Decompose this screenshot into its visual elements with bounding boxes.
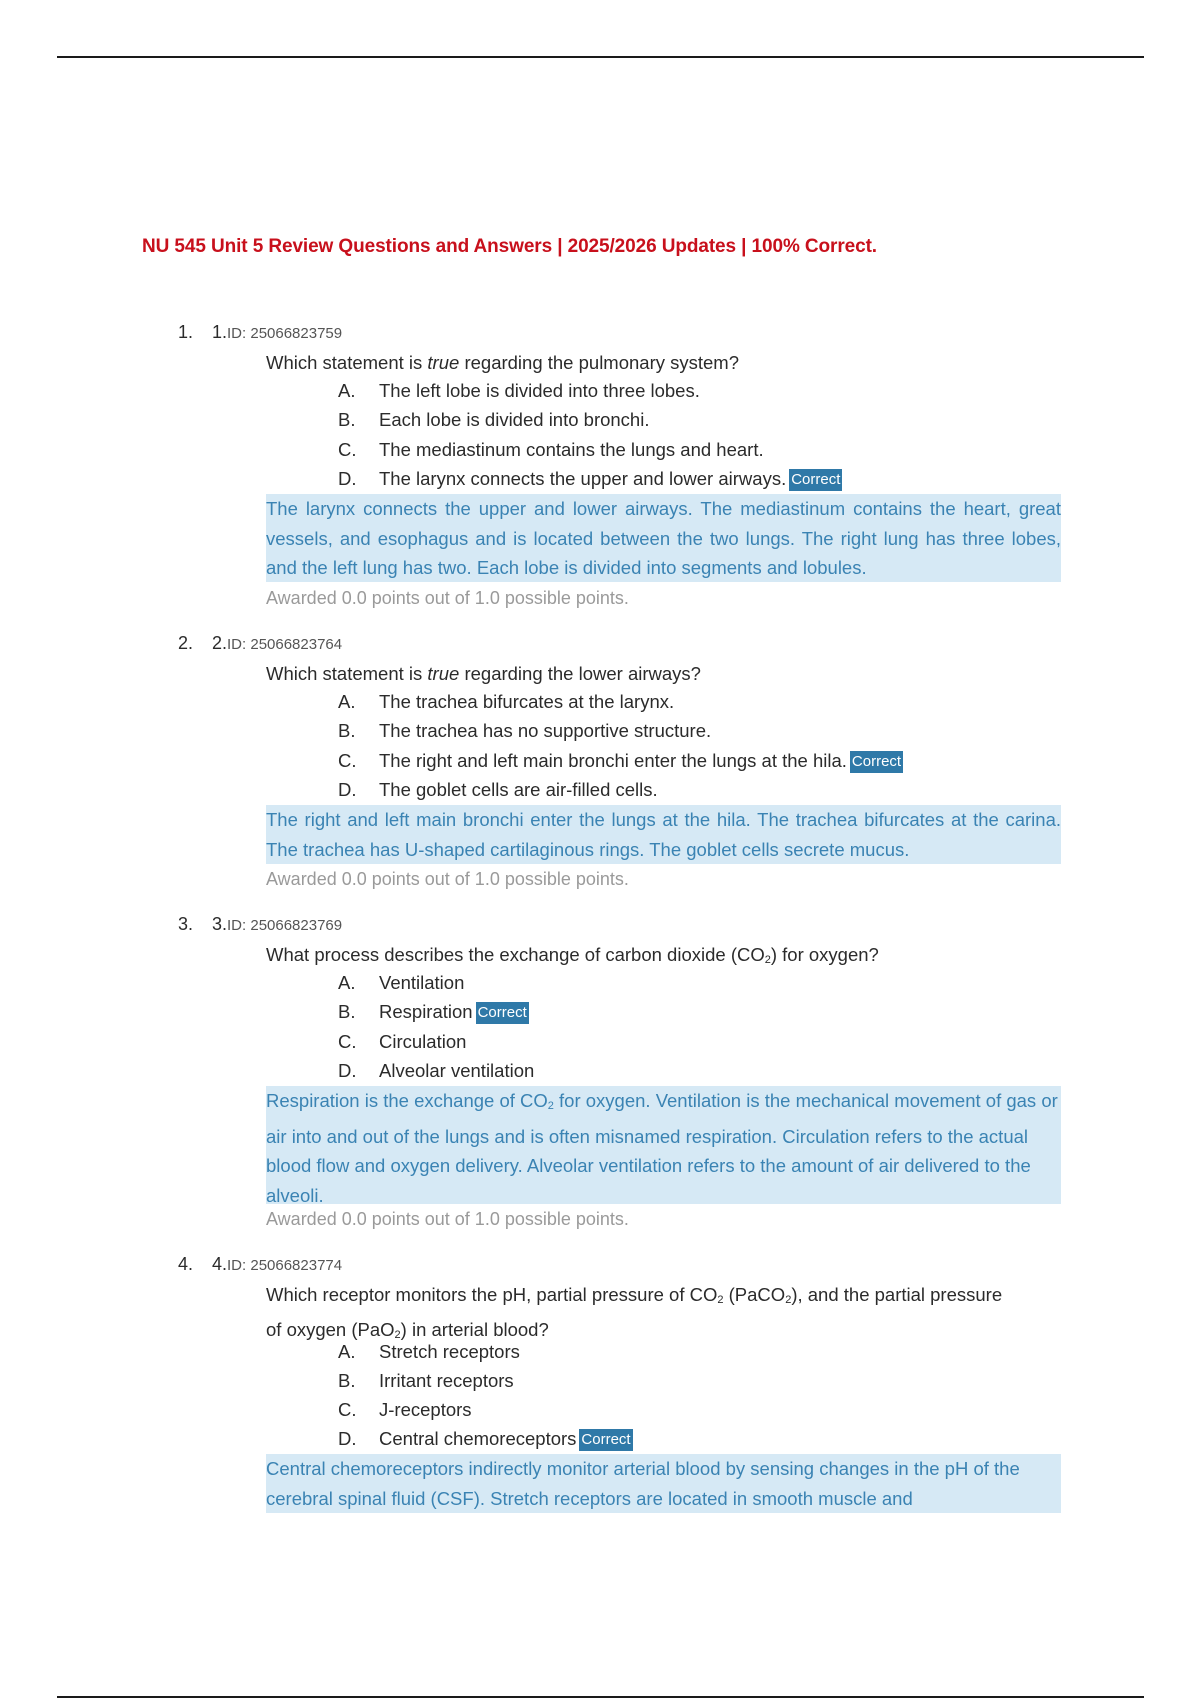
question-head: 1. xyxy=(212,322,228,342)
correct-badge: Correct xyxy=(476,1002,529,1024)
question-2-option-b: B. The trachea has no supportive structure. xyxy=(338,720,712,741)
question-3-explanation: Respiration is the exchange of $CO_2$ for oxygen. Ventilation is the mechanical movement of gas or air into and out of the lungs and is often misnamed respiration. Circulation refers to the actual blood flow and oxygen delivery. Alveolar ventilation refers to the amount of air delivered to the alveoli. xyxy=(266,1086,1061,1204)
question-2-option-c: C. The right and left main bronchi enter the lungs at the hila. Correct xyxy=(338,750,902,771)
question-number: 1. xyxy=(178,322,194,342)
question-1-award: Awarded 0.0 points out of 1.0 possible points. xyxy=(266,588,629,608)
question-1-option-b: B. Each lobe is divided into bronchi. xyxy=(338,409,650,430)
question-3-stem: What process describes the exchange of carbon dioxide $(CO_2)$ for oxygen? xyxy=(266,944,879,966)
question-1-stem: Which statement is true regarding the pulmonary system? xyxy=(266,352,740,373)
question-4-option-d: D. Central chemoreceptors Correct xyxy=(338,1428,631,1449)
question-4-option-c: C. J-receptors xyxy=(338,1399,472,1420)
question-3-option-d: D. Alveolar ventilation xyxy=(338,1060,535,1081)
footer-rule xyxy=(57,1696,1144,1698)
question-1-explanation: The larynx connects the upper and lower airways. The mediastinum contains the heart, great vessels, and esophagus and is located between the two lungs. The right lung has three lobes, and the left lung has two. Each lobe is divided into segments and lobules. xyxy=(266,494,1061,582)
question-4-stem: Which receptor monitors the pH, partial pressure of $CO_2$ (PaCO$_2$), and the partial pressure of oxygen (PaO$_2$) in arterial blood? xyxy=(266,1284,1003,1341)
question-2-option-a: A. The trachea bifurcates at the larynx. xyxy=(338,691,675,712)
question-2-stem: Which statement is true regarding the lower airways? xyxy=(266,663,701,684)
question-4-header: 4. 4.ID: 25066823774 xyxy=(178,1254,343,1274)
question-2-header: 2. 2.ID: 25066823764 xyxy=(178,633,343,653)
correct-badge: Correct xyxy=(850,751,903,773)
question-1-option-c: C. The mediastinum contains the lungs and heart. xyxy=(338,439,764,460)
question-3-option-c: C. Circulation xyxy=(338,1031,467,1052)
correct-badge: Correct xyxy=(579,1429,632,1451)
question-3-award: Awarded 0.0 points out of 1.0 possible points. xyxy=(266,1209,629,1229)
question-1-option-a: A. The left lobe is divided into three lobes. xyxy=(338,380,700,401)
question-2-explanation: The right and left main bronchi enter the lungs at the hila. The trachea bifurcates at the carina. The trachea has U-shaped cartilaginous rings. The goblet cells secrete mucus. xyxy=(266,805,1061,864)
question-1-option-d: D. The larynx connects the upper and lower airways. Correct xyxy=(338,468,841,489)
question-4-option-b: B. Irritant receptors xyxy=(338,1370,514,1391)
document-title: NU 545 Unit 5 Review Questions and Answers | 2025/2026 Updates | 100% Correct. xyxy=(142,236,877,257)
question-3-option-a: A. Ventilation xyxy=(338,972,465,993)
question-2-option-d: D. The goblet cells are air-filled cells. xyxy=(338,779,658,800)
question-4-explanation: Central chemoreceptors indirectly monitor arterial blood by sensing changes in the pH of the cerebral spinal fluid (CSF). Stretch receptors are located in smooth muscle and xyxy=(266,1454,1061,1513)
question-3-header: 3. 3.ID: 25066823769 xyxy=(178,914,343,934)
question-id: ID: 25066823759 xyxy=(227,325,343,342)
header-rule xyxy=(57,56,1144,58)
question-2-award: Awarded 0.0 points out of 1.0 possible points. xyxy=(266,869,629,889)
question-3-option-b: B. Respiration Correct xyxy=(338,1001,527,1022)
question-4-option-a: A. Stretch receptors xyxy=(338,1341,520,1362)
correct-badge: Correct xyxy=(789,469,842,491)
question-1-header xyxy=(178,322,342,343)
